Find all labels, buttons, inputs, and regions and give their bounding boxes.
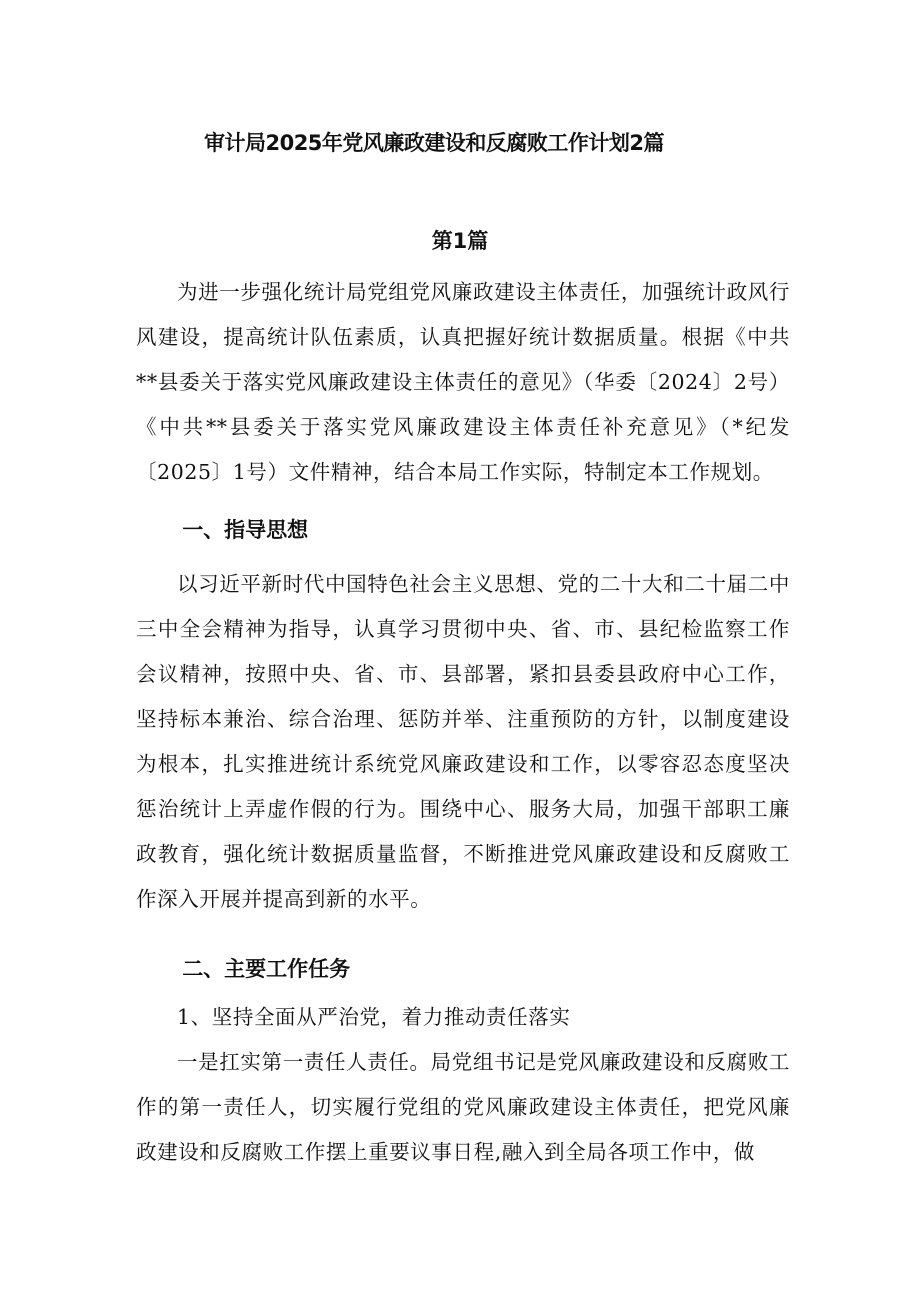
section-heading-main-tasks: 二、主要工作任务 xyxy=(182,957,351,981)
part-title: 第1篇 xyxy=(431,229,489,253)
intro-paragraph: 为进一步强化统计局党组党风廉政建设主体责任，加强统计政风行风建设，提高统计队伍素质，认真把握好统计数据质量。根据《中共**县委关于落实党风廉政建设主体责任的意见》（华委〔2024〕2号）《中共**县委关于落实党风廉政建设主体责任补充意见》（*纪发〔2025〕1号）文件精神，结合本局工作实际，特制定本工作规划。 xyxy=(136,280,790,484)
section-heading-guiding-ideology: 一、指导思想 xyxy=(182,518,309,542)
task-1-title: 1、坚持全面从严治党，着力推动责任落实 xyxy=(177,1005,571,1029)
task-1-paragraph: 一是扛实第一责任人责任。局党组书记是党风廉政建设和反腐败工作的第一责任人，切实履行党组的党风廉政建设主体责任，把党风廉政建设和反腐败工作摆上重要议事日程,融入到全局各项工作中，做 xyxy=(136,1050,790,1164)
guiding-ideology-paragraph: 以习近平新时代中国特色社会主义思想、党的二十大和二十届二中三中全会精神为指导，认真学习贯彻中央、省、市、县纪检监察工作会议精神，按照中央、省、市、县部署，紧扣县委县政府中心工作，坚持标本兼治、综合治理、惩防并举、注重预防的方针，以制度建设为根本，扎实推进统计系统党风廉政建设和工作，以零容忍态度坚决惩治统计上弄虚作假的行为。围绕中心、服务大局，加强干部职工廉政教育，强化统计数据质量监督，不断推进党风廉政建设和反腐败工作深入开展并提高到新的水平。 xyxy=(136,572,790,911)
document-title: 审计局2025年党风廉政建设和反腐败工作计划2篇 xyxy=(203,131,665,155)
